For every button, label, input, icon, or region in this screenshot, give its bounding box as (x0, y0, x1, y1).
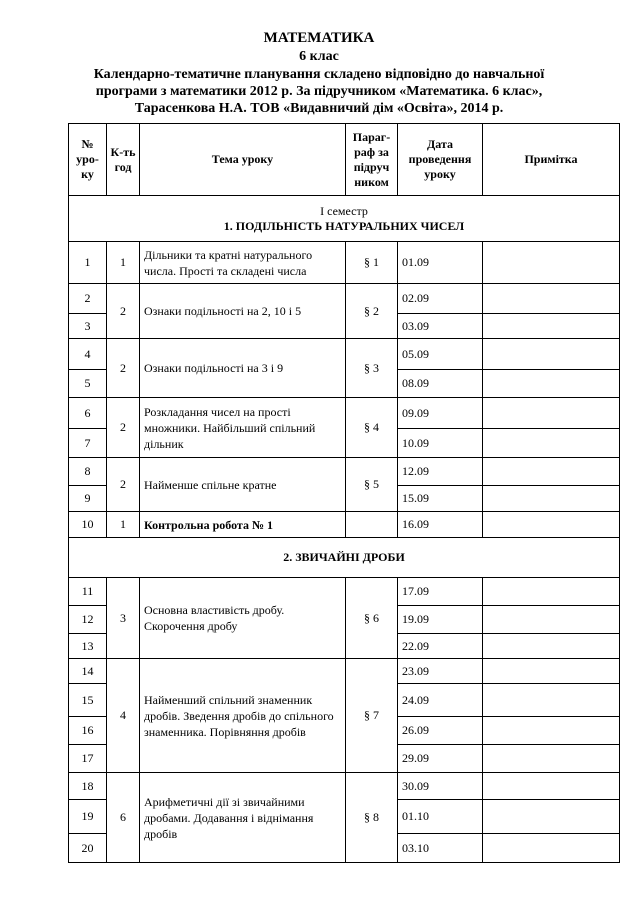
hours-cell: 2 (107, 398, 140, 458)
hours-cell: 1 (107, 512, 140, 538)
note-cell (483, 458, 620, 486)
lesson-number: 2 (69, 284, 107, 314)
table-header-row (69, 124, 620, 196)
table-row (69, 773, 620, 800)
table-row (69, 458, 620, 486)
header-paragraph: Параг-раф за підруч ником (346, 124, 398, 196)
date-cell: 05.09 (398, 339, 483, 370)
topic-cell: Контрольна робота № 1 (140, 512, 346, 538)
note-cell (483, 834, 620, 863)
lesson-number: 8 (69, 458, 107, 486)
note-cell (483, 242, 620, 284)
paragraph-cell: § 1 (346, 242, 398, 284)
date-cell: 02.09 (398, 284, 483, 314)
lesson-number: 19 (69, 800, 107, 834)
hours-cell: 4 (107, 659, 140, 773)
note-cell (483, 486, 620, 512)
date-cell: 03.10 (398, 834, 483, 863)
lesson-plan-table (68, 123, 620, 863)
date-cell: 29.09 (398, 745, 483, 773)
lesson-number: 20 (69, 834, 107, 863)
topic-cell: Основна властивість дробу. Скорочення дробу (140, 578, 346, 659)
note-cell (483, 339, 620, 370)
topic-cell: Ознаки подільності на 2, 10 і 5 (140, 284, 346, 339)
table-row (69, 242, 620, 284)
note-cell (483, 684, 620, 717)
paragraph-cell: § 8 (346, 773, 398, 863)
hours-cell: 2 (107, 339, 140, 398)
topic-cell: Найменший спільний знаменник дробів. Зведення дробів до спільного знаменника. Порівняння дробів (140, 659, 346, 773)
topic-cell: Дільники та кратні натурального числа. Прості та складені числа (140, 242, 346, 284)
header-date: Дата проведення уроку (398, 124, 483, 196)
note-cell (483, 429, 620, 458)
note-cell (483, 284, 620, 314)
date-cell: 19.09 (398, 606, 483, 634)
lesson-number: 11 (69, 578, 107, 606)
lesson-number: 3 (69, 314, 107, 339)
date-cell: 01.09 (398, 242, 483, 284)
lesson-number: 18 (69, 773, 107, 800)
paragraph-cell (346, 512, 398, 538)
table-row (69, 398, 620, 429)
topic-cell: Найменше спільне кратне (140, 458, 346, 512)
date-cell: 15.09 (398, 486, 483, 512)
section-row (69, 538, 620, 578)
section-cell (69, 196, 620, 242)
semester-label: І семестр (320, 203, 368, 218)
header-note: Примітка (483, 124, 620, 196)
lesson-number: 6 (69, 398, 107, 429)
hours-cell: 2 (107, 458, 140, 512)
doc-grade: 6 клас (299, 49, 339, 64)
lesson-number: 15 (69, 684, 107, 717)
paragraph-cell: § 5 (346, 458, 398, 512)
lesson-number: 1 (69, 242, 107, 284)
note-cell (483, 314, 620, 339)
topic-cell: Ознаки подільності на 3 і 9 (140, 339, 346, 398)
lesson-number: 13 (69, 634, 107, 659)
lesson-number: 5 (69, 370, 107, 398)
section-title: 1. ПОДІЛЬНІСТЬ НАТУРАЛЬНИХ ЧИСЕЛ (223, 218, 465, 233)
section-row (69, 196, 620, 242)
date-cell: 12.09 (398, 458, 483, 486)
table-row (69, 659, 620, 684)
intro-line: Тарасенкова Н.А. ТОВ «Видавничий дім «Освіта», 2014 р. (134, 101, 504, 116)
note-cell (483, 398, 620, 429)
hours-cell: 6 (107, 773, 140, 863)
doc-title: МАТЕМАТИКА (263, 30, 375, 46)
lesson-number: 17 (69, 745, 107, 773)
paragraph-cell: § 6 (346, 578, 398, 659)
lesson-number: 12 (69, 606, 107, 634)
date-cell: 26.09 (398, 717, 483, 745)
date-cell: 16.09 (398, 512, 483, 538)
date-cell: 01.10 (398, 800, 483, 834)
table-row (69, 512, 620, 538)
table-row (69, 284, 620, 314)
note-cell (483, 773, 620, 800)
lesson-number: 10 (69, 512, 107, 538)
note-cell (483, 606, 620, 634)
intro-line: Календарно-тематичне планування складено відповідно до навчальної (93, 67, 545, 82)
date-cell: 10.09 (398, 429, 483, 458)
date-cell: 09.09 (398, 398, 483, 429)
date-cell: 24.09 (398, 684, 483, 717)
section-cell (69, 538, 620, 578)
lesson-number: 4 (69, 339, 107, 370)
date-cell: 23.09 (398, 659, 483, 684)
hours-cell: 2 (107, 284, 140, 339)
note-cell (483, 370, 620, 398)
note-cell (483, 578, 620, 606)
date-cell: 08.09 (398, 370, 483, 398)
topic-cell: Розкладання чисел на прості множники. Найбільший спільний дільник (140, 398, 346, 458)
lesson-number: 14 (69, 659, 107, 684)
note-cell (483, 512, 620, 538)
note-cell (483, 634, 620, 659)
paragraph-cell: § 4 (346, 398, 398, 458)
paragraph-cell: § 2 (346, 284, 398, 339)
paragraph-cell: § 7 (346, 659, 398, 773)
doc-intro (0, 66, 638, 117)
note-cell (483, 659, 620, 684)
lesson-number: 7 (69, 429, 107, 458)
hours-cell: 1 (107, 242, 140, 284)
note-cell (483, 717, 620, 745)
section-title: 2. ЗВИЧАЙНІ ДРОБИ (283, 550, 405, 564)
lesson-number: 9 (69, 486, 107, 512)
note-cell (483, 745, 620, 773)
hours-cell: 3 (107, 578, 140, 659)
intro-line: програми з математики 2012 р. За підручником «Математика. 6 клас», (95, 84, 543, 99)
topic-cell: Арифметичні дії зі звичайними дробами. Додавання і віднімання дробів (140, 773, 346, 863)
date-cell: 17.09 (398, 578, 483, 606)
table-row (69, 578, 620, 606)
paragraph-cell: § 3 (346, 339, 398, 398)
date-cell: 03.09 (398, 314, 483, 339)
date-cell: 22.09 (398, 634, 483, 659)
header-hours: К-ть год (107, 124, 140, 196)
table-row (69, 339, 620, 370)
date-cell: 30.09 (398, 773, 483, 800)
lesson-number: 16 (69, 717, 107, 745)
note-cell (483, 800, 620, 834)
header-topic: Тема уроку (140, 124, 346, 196)
header-lesson-number: № уро-ку (69, 124, 107, 196)
